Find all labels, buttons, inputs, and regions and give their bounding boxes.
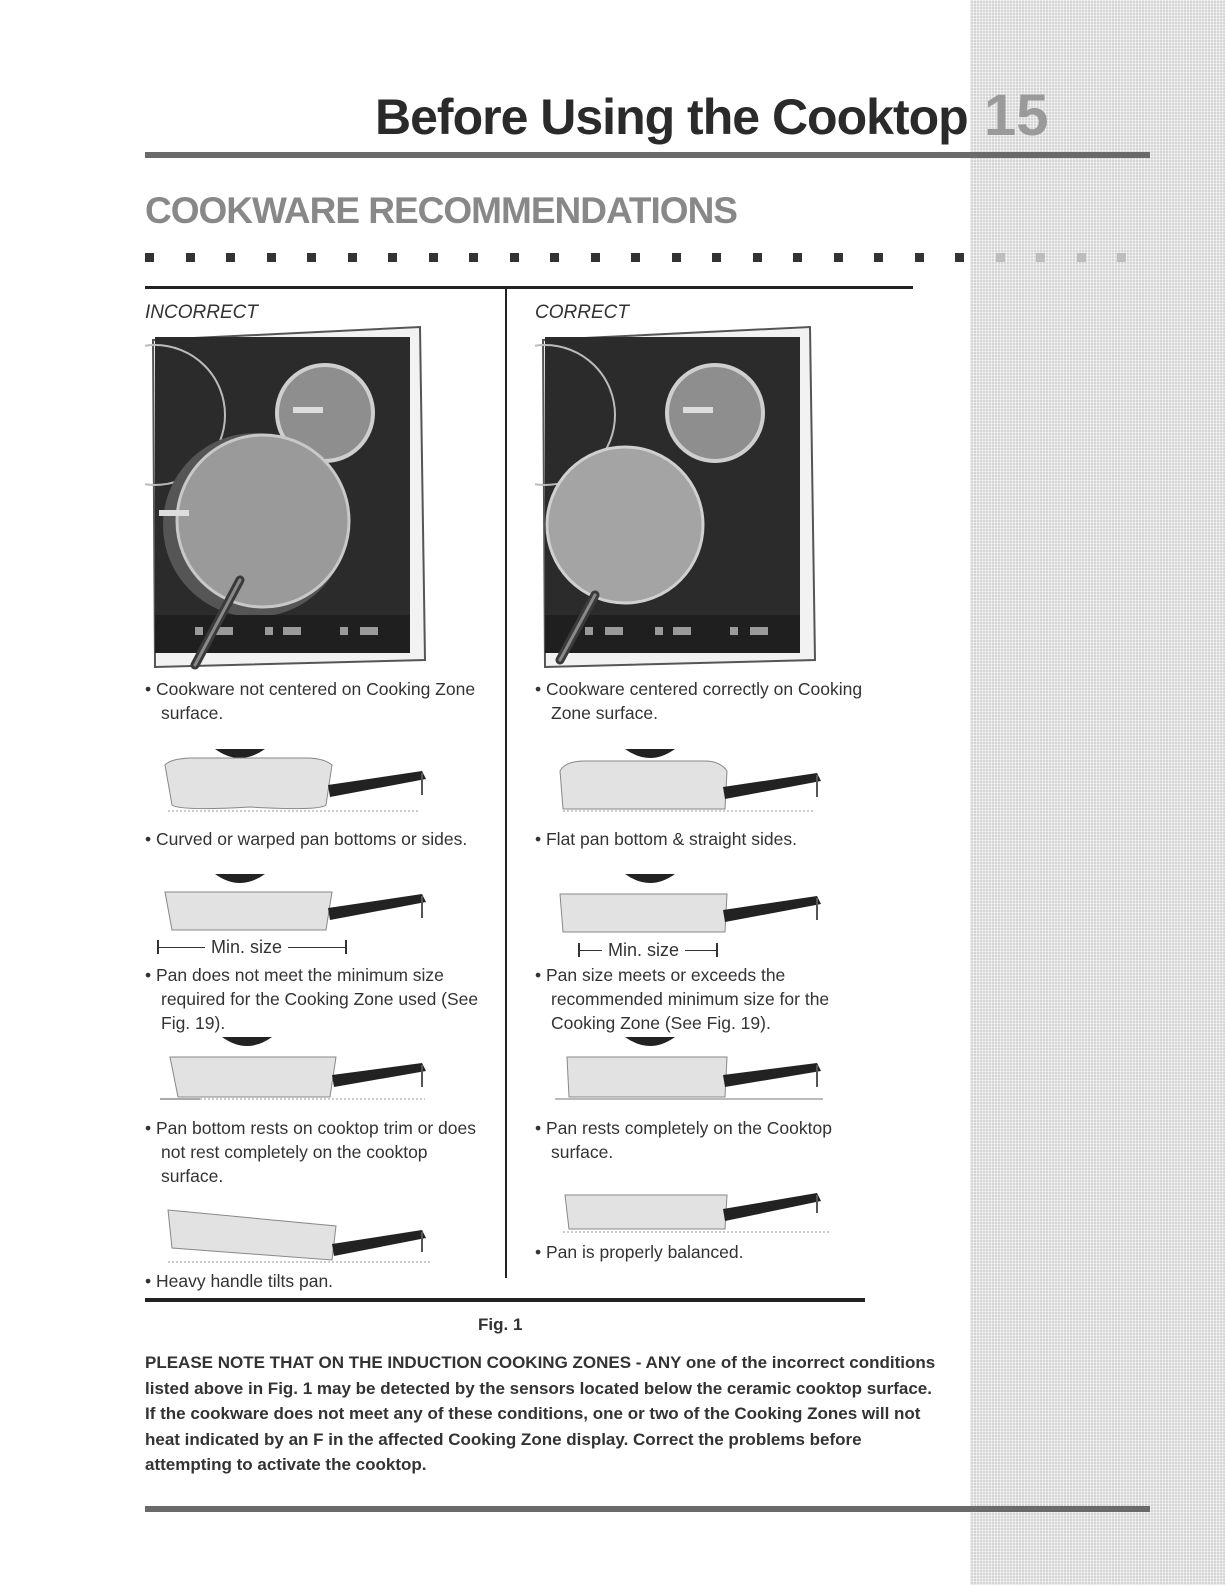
decorative-square xyxy=(1117,253,1126,262)
incorrect-caption-5: • Heavy handle tilts pan. xyxy=(145,1271,334,1291)
decorative-square xyxy=(1036,253,1045,262)
induction-note: PLEASE NOTE THAT ON THE INDUCTION COOKING ZONES - ANY one of the incorrect conditions listed above in Fig. 1 may be detected by the sensors located below the ceramic cooktop surface. If the cookware does not meet any of these conditions, one or two of the Cooking Zones will not heat indicated by an F in the affected Cooking Zone display. Correct the problems before attempting to activate the cooktop. xyxy=(145,1353,936,1474)
page-title: Before Using the Cooktop xyxy=(375,89,968,145)
column-divider xyxy=(505,288,507,1278)
decorative-square xyxy=(510,253,519,262)
min-size-label: Min. size xyxy=(602,940,685,961)
correct-caption-2: • Flat pan bottom & straight sides. xyxy=(535,829,797,849)
decorative-square xyxy=(267,253,276,262)
correct-caption-4: • Pan rests completely on the Cooktop surface. xyxy=(535,1118,832,1162)
decorative-square xyxy=(874,253,883,262)
decorative-square xyxy=(631,253,640,262)
min-size-indicator-correct xyxy=(578,940,718,960)
pan-flat-illustration xyxy=(555,745,835,820)
decorative-square xyxy=(469,253,478,262)
incorrect-caption-1: • Cookware not centered on Cooking Zone surface. xyxy=(145,679,476,723)
decorative-square xyxy=(186,253,195,262)
decorative-square xyxy=(226,253,235,262)
page-number: 15 xyxy=(984,83,1049,148)
pan-min-size-illustration xyxy=(555,872,835,942)
pan-warped-illustration xyxy=(160,745,440,820)
decorative-square xyxy=(915,253,924,262)
decorative-square xyxy=(753,253,762,262)
figure-label: Fig. 1 xyxy=(478,1315,523,1334)
cooktop-photo-incorrect xyxy=(145,325,435,675)
title-rule xyxy=(145,152,1150,158)
decorative-square xyxy=(672,253,681,262)
correct-caption-1: • Cookware centered correctly on Cooking Zone surface. xyxy=(535,679,863,723)
decorative-square xyxy=(145,253,154,262)
incorrect-caption-3: • Pan does not meet the minimum size required for the Cooking Zone used (See Fig. 19). xyxy=(145,965,479,1033)
correct-caption-3: • Pan size meets or exceeds the recommended minimum size for the Cooking Zone (See Fig. 19). xyxy=(535,965,830,1033)
pan-full-surface-illustration xyxy=(555,1033,835,1108)
pan-on-trim-illustration xyxy=(160,1033,440,1108)
decorative-square xyxy=(388,253,397,262)
decorative-square xyxy=(996,253,1005,262)
decorative-square xyxy=(793,253,802,262)
correct-label: CORRECT xyxy=(535,302,629,323)
page-side-band xyxy=(970,0,1225,1585)
decorative-square xyxy=(429,253,438,262)
decorative-square-row xyxy=(145,253,1155,263)
decorative-square xyxy=(348,253,357,262)
min-size-indicator-incorrect xyxy=(157,937,347,957)
figure-rule xyxy=(145,1298,865,1302)
decorative-square xyxy=(550,253,559,262)
correct-caption-5: • Pan is properly balanced. xyxy=(535,1242,744,1262)
incorrect-caption-2: • Curved or warped pan bottoms or sides. xyxy=(145,829,468,849)
bottom-rule xyxy=(145,1506,1150,1512)
decorative-square xyxy=(591,253,600,262)
incorrect-caption-4: • Pan bottom rests on cooktop trim or does not rest completely on the cooktop surface. xyxy=(145,1118,477,1186)
decorative-square xyxy=(955,253,964,262)
decorative-square xyxy=(1077,253,1086,262)
cooktop-photo-correct xyxy=(535,325,825,675)
table-header-rule xyxy=(145,286,913,289)
incorrect-label: INCORRECT xyxy=(145,302,258,323)
pan-too-small-illustration xyxy=(160,872,440,942)
decorative-square xyxy=(307,253,316,262)
decorative-square xyxy=(712,253,721,262)
pan-tilted-illustration xyxy=(160,1200,440,1270)
decorative-square xyxy=(834,253,843,262)
min-size-label: Min. size xyxy=(205,937,288,958)
section-heading: COOKWARE RECOMMENDATIONS xyxy=(145,190,737,231)
pan-balanced-illustration xyxy=(555,1185,835,1240)
